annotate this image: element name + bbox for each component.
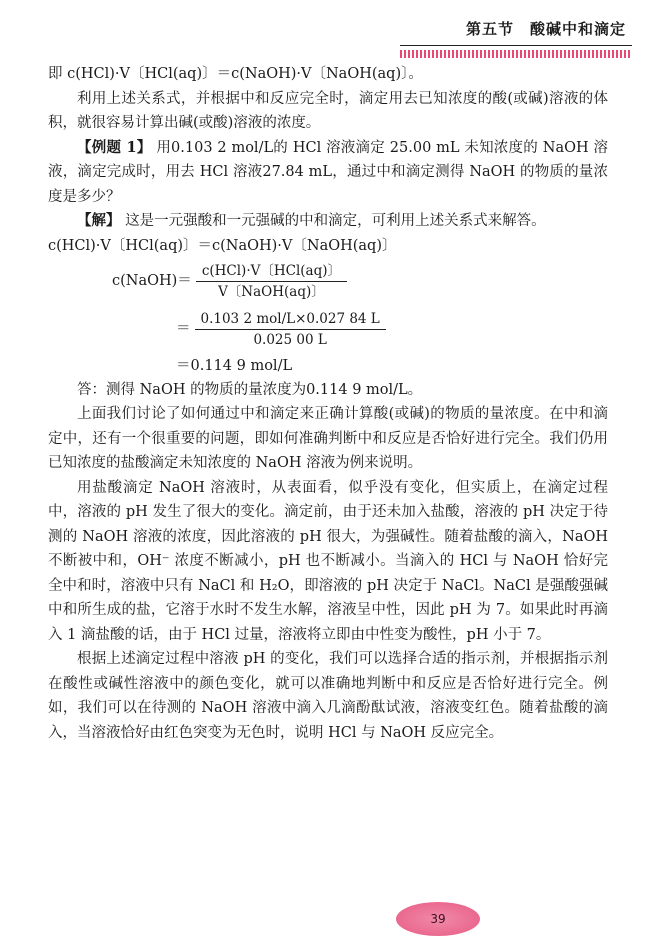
example-paragraph <box>48 136 608 210</box>
solution-text: 这是一元强酸和一元强碱的中和滴定，可利用上述关系式来解答。 <box>125 213 546 229</box>
equation-2-denominator: V〔NaOH(aq)〕 <box>218 284 325 300</box>
equation-3-denominator: 0.025 00 L <box>253 332 327 348</box>
page-content <box>48 62 608 745</box>
equation-2-lhs: c(NaOH)＝ <box>112 273 192 290</box>
header-rule <box>400 45 632 46</box>
section-title: 第五节 酸碱中和滴定 <box>465 20 626 38</box>
equation-2-fraction <box>196 261 347 302</box>
answer-line: 答：测得 NaOH 的物质的量浓度为0.114 9 mol/L。 <box>77 381 423 398</box>
paragraph-indicator: 根据上述滴定过程中溶液 pH 的变化，我们可以选择合适的指示剂，并根据指示剂在酸性或碱性溶液中的颜色变化，就可以准确地判断中和反应是否恰好进行完全。例如，我们可以在待测的 NaOH 溶液中滴入几滴酚酞试液，溶液变红色。随着盐酸的滴入，当溶液恰好由红色突变为无色时，说明 HCl 与 NaOH 反应完全。 <box>48 651 608 741</box>
equation-line-2 <box>48 258 608 306</box>
example-text: 用0.103 2 mol/L的 HCl 溶液滴定 25.00 mL 未知浓度的 NaOH 溶液，滴定完成时，用去 HCl 溶液27.84 mL，通过中和滴定测得 NaOH 的物质的量浓度是多少？ <box>48 139 609 205</box>
equation-line-3 <box>48 306 608 354</box>
paragraph-ph-change: 用盐酸滴定 NaOH 溶液时，从表面看，似乎没有变化，但实质上，在滴定过程中，溶液的 pH 发生了很大的变化。滴定前，由于还未加入盐酸，溶液的 pH 决定于待测的 NaOH 溶液的浓度，因此溶液的 pH 很大，为强碱性。随着盐酸的滴入，NaOH 不断被中和，OH⁻ 浓度不断减小，pH 也不断减小。当滴入的 HCl 与 NaOH 恰好完全中和时，溶液中只有 NaCl 和 H₂O，即溶液的 pH 决定于 NaCl。NaCl 是强酸强碱中和所生成的盐，它溶于水时不发生水解，溶液呈中性，因此 pH 为 7。如果此时再滴入 1 滴盐酸的话，由于 HCl 过量，溶液将立即由中性变为酸性，pH 小于 7。 <box>48 479 608 643</box>
solution-paragraph <box>48 209 608 234</box>
equation-3-numerator: 0.103 2 mol/L×0.027 84 L <box>195 309 386 330</box>
page-number: 39 <box>430 912 446 926</box>
example-label: 【例题 1】 <box>77 138 152 156</box>
paragraph-discussion: 上面我们讨论了如何通过中和滴定来正确计算酸(或碱)的物质的量浓度。在中和滴定中，还有一个很重要的问题，即如何准确判断中和反应是否恰好进行完全。我们仍用已知浓度的盐酸滴定未知浓度的 NaOH 溶液为例来说明。 <box>48 406 608 471</box>
equation-3-equals: ＝ <box>176 321 191 338</box>
solution-label: 【解】 <box>77 212 121 229</box>
page-number-badge <box>396 902 480 936</box>
equation-intro-line: 即 c(HCl)·V〔HCl(aq)〕＝c(NaOH)·V〔NaOH(aq)〕。 <box>48 66 423 82</box>
equation-line-1: c(HCl)·V〔HCl(aq)〕＝c(NaOH)·V〔NaOH(aq)〕 <box>48 237 397 254</box>
equation-2-numerator: c(HCl)·V〔HCl(aq)〕 <box>196 261 347 282</box>
equation-block <box>48 234 608 378</box>
equation-3-fraction <box>195 309 386 350</box>
equation-line-4: ＝0.114 9 mol/L <box>176 357 293 374</box>
paragraph-relation: 利用上述关系式，并根据中和反应完全时，滴定用去已知浓度的酸(或碱)溶液的体积，就很容易计算出碱(或酸)溶液的浓度。 <box>48 90 608 131</box>
header-stripe <box>400 50 632 58</box>
